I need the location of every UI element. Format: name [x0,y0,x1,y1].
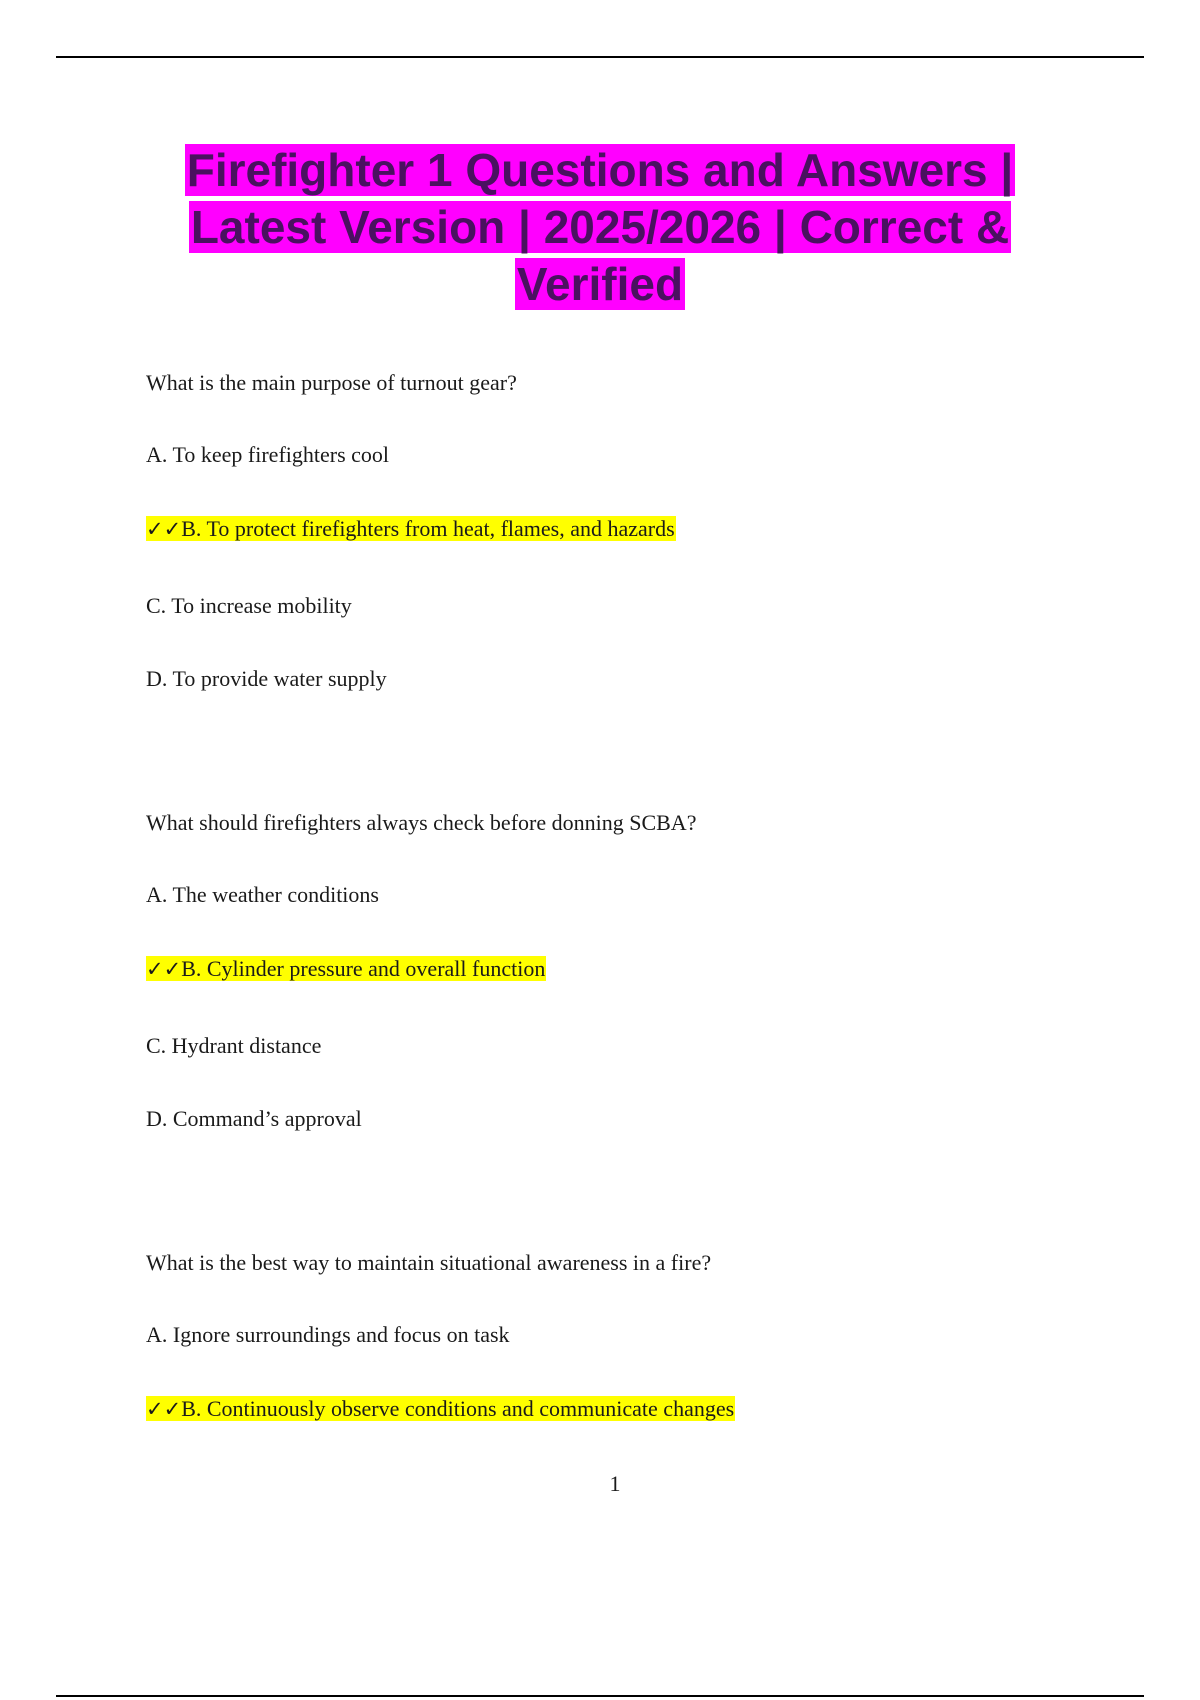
answer-option: C. To increase mobility [146,593,352,618]
question-text: What should firefighters always check before donning SCBA? [146,810,697,835]
answer-option-correct [146,514,676,544]
page-number: 1 [609,1471,621,1496]
answer-option-correct [146,954,546,984]
double-check-icon: ✓✓ [146,957,182,981]
double-check-icon: ✓✓ [146,517,182,541]
question-text: What is the main purpose of turnout gear? [146,370,517,395]
answer-option-label: B. Continuously observe conditions and communicate changes [181,1396,735,1421]
question-text: What is the best way to maintain situational awareness in a fire? [146,1250,712,1275]
top-rule [56,56,1144,58]
title-line: Verified [516,258,684,310]
bottom-rule [56,1695,1144,1697]
answer-option-correct [146,1394,735,1424]
answer-option: A. To keep firefighters cool [146,442,390,467]
answer-option-label: B. To protect firefighters from heat, flames, and hazards [181,516,675,541]
answer-option: A. Ignore surroundings and focus on task [146,1322,510,1347]
double-check-icon: ✓✓ [146,1397,182,1421]
answer-option-label: B. Cylinder pressure and overall function [181,956,546,981]
document-title [140,142,1060,313]
answer-option: C. Hydrant distance [146,1033,322,1058]
answer-option: D. To provide water supply [146,666,387,691]
title-line: Firefighter 1 Questions and Answers | [186,144,1014,196]
answer-option: A. The weather conditions [146,882,379,907]
title-line: Latest Version | 2025/2026 | Correct & [190,201,1010,253]
answer-option: D. Command’s approval [146,1106,362,1131]
